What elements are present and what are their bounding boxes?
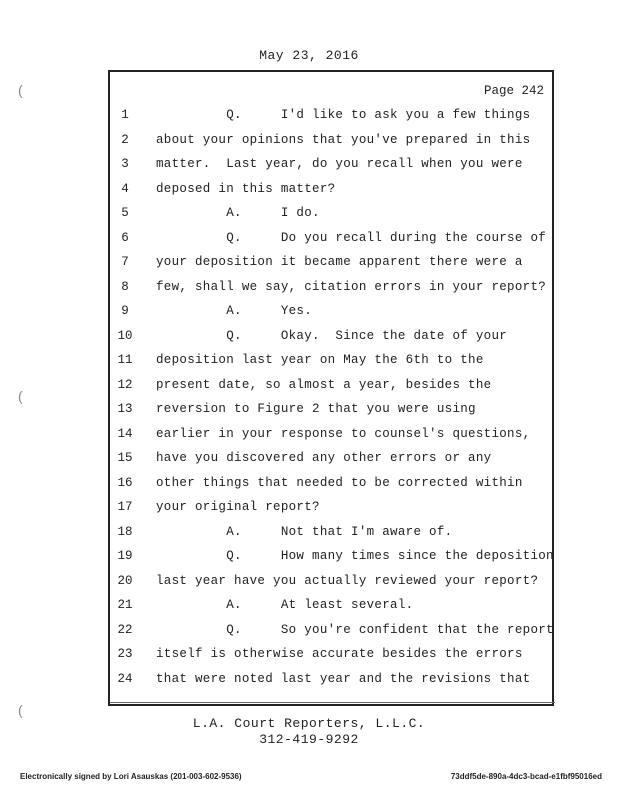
line-text: deposed in this matter? <box>156 181 336 196</box>
transcript-line <box>110 500 552 524</box>
line-number: 4 <box>121 181 129 196</box>
transcript-line <box>110 549 552 573</box>
line-number: 9 <box>121 304 129 318</box>
document-id: 73ddf5de-890a-4dc3-bcad-e1fbf95016ed <box>450 772 602 781</box>
line-text: Q. So you're confident that the report <box>156 622 554 637</box>
transcript-line <box>110 231 552 255</box>
transcript-line <box>110 157 552 181</box>
line-number: 10 <box>117 328 133 343</box>
line-text: reversion to Figure 2 that you were using <box>156 402 476 416</box>
transcript-line <box>110 329 552 353</box>
line-number: 24 <box>117 671 133 686</box>
line-text: deposition last year on May the 6th to the <box>156 353 484 367</box>
transcript-line <box>110 647 552 671</box>
line-text: A. At least several. <box>156 598 414 612</box>
line-number: 8 <box>121 279 129 294</box>
transcript-line <box>110 672 552 696</box>
transcript-line <box>110 427 552 451</box>
line-number: 2 <box>121 132 129 147</box>
line-number: 20 <box>117 573 133 588</box>
line-number: 18 <box>117 524 133 539</box>
line-text: last year have you actually reviewed your report? <box>156 573 539 588</box>
transcript-line <box>110 133 552 157</box>
punch-hole-mark: ( <box>18 388 23 404</box>
reporter-company: L.A. Court Reporters, L.L.C. <box>192 716 426 731</box>
transcript-line <box>110 304 552 328</box>
line-number: 3 <box>121 157 129 171</box>
electronic-signature: Electronically signed by Lori Asauskas (201-003-602-9536) <box>20 772 242 781</box>
transcript-line <box>110 451 552 475</box>
transcript-line <box>110 182 552 206</box>
line-text: matter. Last year, do you recall when you were <box>156 157 523 171</box>
line-number: 23 <box>117 647 133 661</box>
transcript-page <box>108 70 554 706</box>
reporter-phone: 312-419-9292 <box>259 732 359 747</box>
line-text: Q. I'd like to ask you a few things <box>156 108 531 122</box>
line-text: present date, so almost a year, besides the <box>156 377 492 392</box>
transcript-line <box>110 280 552 304</box>
transcript-line <box>110 623 552 647</box>
transcript-line <box>110 598 552 622</box>
line-text: Q. How many times since the deposition <box>156 549 554 563</box>
line-number: 16 <box>117 475 133 490</box>
line-text: few, shall we say, citation errors in your report? <box>156 279 547 294</box>
line-number: 13 <box>117 402 133 416</box>
punch-hole-mark: ( <box>18 702 23 718</box>
line-number: 5 <box>121 206 129 220</box>
line-text: A. Not that I'm aware of. <box>156 524 453 539</box>
line-number: 19 <box>117 549 133 563</box>
transcript-line <box>110 255 552 279</box>
punch-hole-mark: ( <box>18 82 23 98</box>
line-number: 11 <box>117 353 133 367</box>
transcript-line <box>110 378 552 402</box>
line-number: 6 <box>121 230 129 245</box>
line-text: A. Yes. <box>156 304 313 318</box>
transcript-line <box>110 476 552 500</box>
line-text: about your opinions that you've prepared in this <box>156 132 531 147</box>
transcript-line <box>110 353 552 377</box>
transcript-line <box>110 525 552 549</box>
page-label: Page 242 <box>483 84 544 98</box>
line-text: other things that needed to be corrected within <box>156 475 523 490</box>
line-number: 21 <box>117 598 133 612</box>
page-box-shadow-line <box>110 702 555 703</box>
transcript-line <box>110 402 552 426</box>
transcript-line <box>110 108 552 132</box>
transcript-line <box>110 574 552 598</box>
line-number: 7 <box>121 255 129 269</box>
line-text: A. I do. <box>156 206 320 220</box>
line-number: 15 <box>117 451 133 465</box>
line-text: that were noted last year and the revisions that <box>156 671 531 686</box>
line-number: 22 <box>117 622 133 637</box>
line-text: your deposition it became apparent there were a <box>156 255 523 269</box>
line-number: 12 <box>117 377 133 392</box>
line-number: 1 <box>121 108 129 122</box>
line-text: earlier in your response to counsel's questions, <box>156 426 531 441</box>
line-text: your original report? <box>156 500 320 514</box>
line-text: Q. Do you recall during the course of <box>156 230 547 245</box>
line-number: 14 <box>117 426 133 441</box>
line-text: Q. Okay. Since the date of your <box>156 328 508 343</box>
line-text: itself is otherwise accurate besides the errors <box>156 647 523 661</box>
transcript-line <box>110 206 552 230</box>
line-number: 17 <box>117 500 133 514</box>
header-date: May 23, 2016 <box>259 48 359 63</box>
line-text: have you discovered any other errors or any <box>156 451 492 465</box>
